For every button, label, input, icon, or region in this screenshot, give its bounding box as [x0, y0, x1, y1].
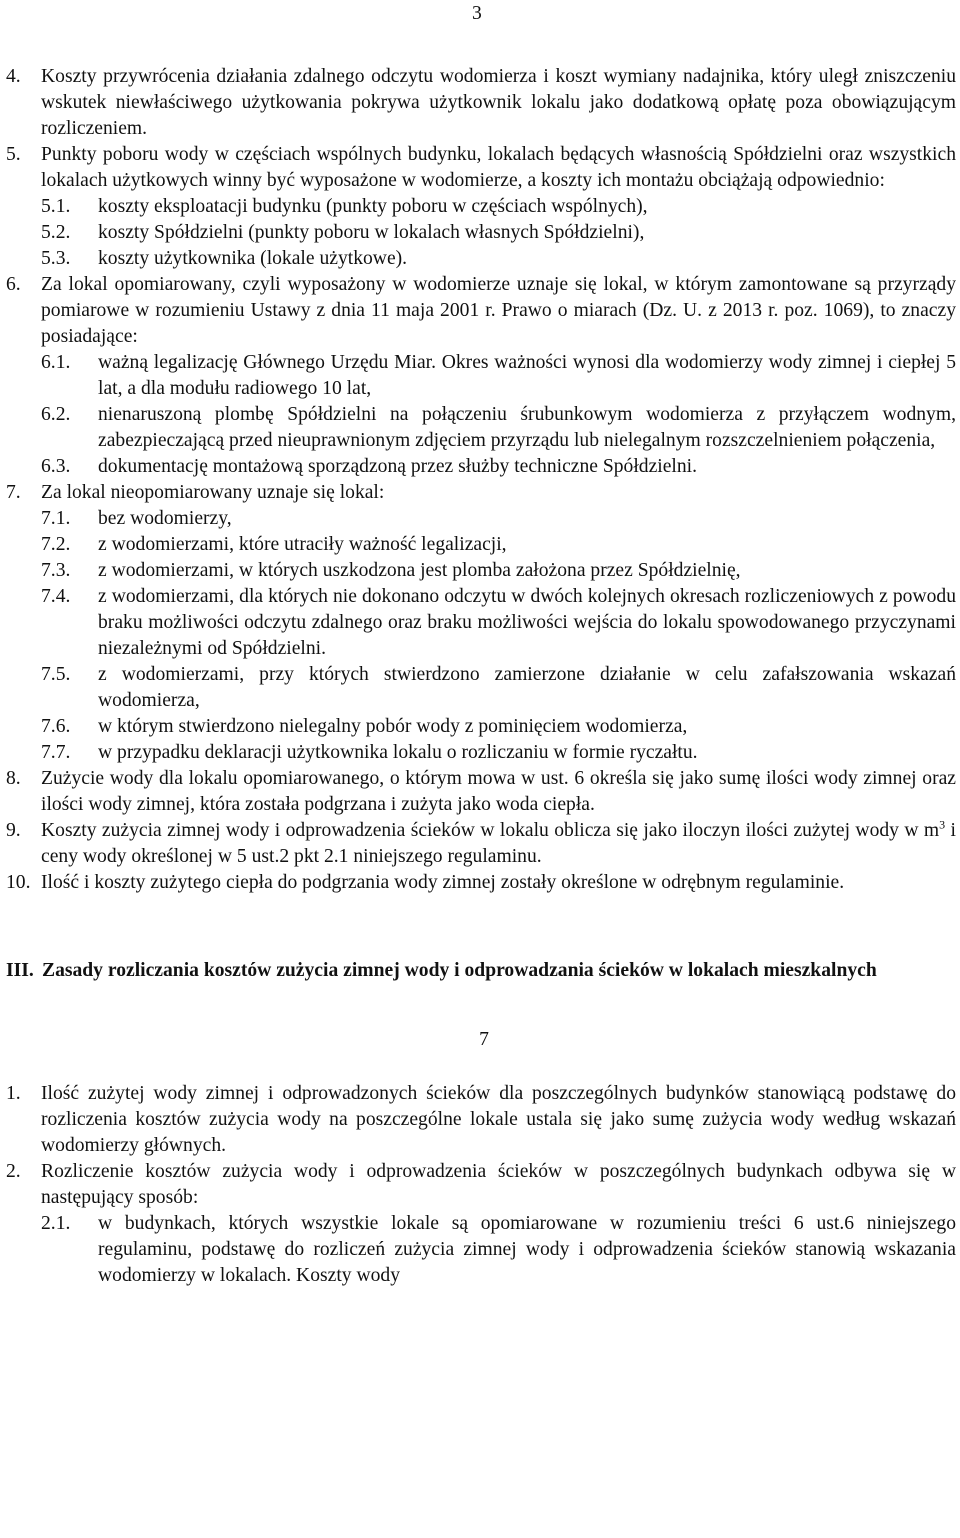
list-item	[6, 1159, 956, 1211]
item-number: 9.	[6, 820, 21, 841]
item-text: Punkty poboru wody w częściach wspólnych budynku, lokalach będących własnością Spółdzielni oraz wszystkich lokalach użytkowych winny być wyposażone w wodomierze, a koszty ich montażu obciążają odpowiednio:	[41, 144, 956, 191]
sub-item	[41, 532, 956, 558]
sub-item-text: koszty Spółdzielni (punkty poboru w lokalach własnych Spółdzielni),	[98, 222, 645, 243]
sub-item-text: z wodomierzami, dla których nie dokonano odczytu w dwóch kolejnych okresach rozliczeniowych z powodu braku możliwości odczytu zdalnego oraz braku możliwości wejścia do lokalu spowodowanego przyczynami niezależnymi od Spółdzielni.	[98, 586, 956, 659]
item-number: 5.	[6, 144, 21, 165]
item-text: Ilość zużytej wody zimnej i odprowadzonych ścieków dla poszczególnych budynków stanowiącą podstawę do rozliczenia kosztów zużycia wody na poszczególne lokale ustala się jako sumę zużycia wody według wskazań wodomierzy głównych.	[41, 1083, 956, 1156]
sub-item-number: 7.1.	[41, 508, 71, 529]
item-text: Koszty przywrócenia działania zdalnego odczytu wodomierza i koszt wymiany nadajnika, który uległ zniszczeniu wskutek niewłaściwego użytkowania pokrywa użytkownik lokalu jako dodatkową opłatę poza obowiązującym rozliczeniem.	[41, 66, 956, 139]
sub-item	[41, 584, 956, 662]
sub-item-text: ważną legalizację Głównego Urzędu Miar. Okres ważności wynosi dla wodomierzy wody zimnej i ciepłej 5 lat, a dla modułu radiowego 10 lat,	[98, 352, 956, 399]
item-text-part: i ceny wody określonej w 5 ust.2 pkt 2.1 niniejszego regulaminu.	[41, 820, 957, 867]
page-number: 3	[472, 3, 482, 24]
sub-item-number: 5.1.	[41, 196, 71, 217]
item-text: Rozliczenie kosztów zużycia wody i odprowadzenia ścieków w poszczególnych budynkach odbywa się w następujący sposób:	[41, 1161, 956, 1208]
sub-item	[41, 454, 956, 480]
sub-item	[41, 194, 956, 220]
sub-item-number: 5.2.	[41, 222, 71, 243]
sub-item	[41, 558, 956, 584]
list-item	[6, 1081, 956, 1159]
item-number: 2.	[6, 1161, 21, 1182]
list-item	[6, 818, 956, 870]
section-title: Zasady rozliczania kosztów zużycia zimnej wody i odprowadzania ścieków w lokalach mieszkalnych	[42, 960, 877, 981]
sub-item-text: koszty użytkownika (lokale użytkowe).	[98, 248, 408, 269]
item-number: 4.	[6, 66, 21, 87]
item-text: Za lokal nieopomiarowany uznaje się lokal:	[41, 482, 385, 503]
sub-item-text: w budynkach, których wszystkie lokale są opomiarowane w rozumieniu treści 6 ust.6 niniejszego regulaminu, podstawę do rozliczeń zużycia zimnej wody i odprowadzenia ścieków stanowią wskazania wodomierzy w lokalach. Koszty wody	[98, 1213, 956, 1286]
item-text	[41, 818, 956, 870]
list-item	[6, 142, 956, 194]
sub-item-number: 2.1.	[41, 1213, 71, 1234]
document-body	[6, 64, 956, 1289]
list-item	[6, 64, 956, 142]
item-number: 1.	[6, 1083, 21, 1104]
item-number: 6.	[6, 274, 21, 295]
item-text: Za lokal opomiarowany, czyli wyposażony w wodomierze uznaje się lokal, w którym zamontowane są przyrządy pomiarowe w rozumieniu Ustawy z dnia 11 maja 2001 r. Prawo o miarach (Dz. U. z 2013 r. poz. 1069), to znaczy posiadające:	[41, 274, 956, 347]
sub-item-number: 6.2.	[41, 404, 71, 425]
section-number: III.	[6, 960, 34, 981]
sub-item	[41, 246, 956, 272]
sub-item	[41, 740, 956, 766]
sub-item	[41, 350, 956, 402]
sub-item-text: z wodomierzami, przy których stwierdzono zamierzone działanie w celu zafałszowania wskazań wodomierza,	[98, 664, 956, 711]
item-number: 8.	[6, 768, 21, 789]
sub-item-number: 7.2.	[41, 534, 71, 555]
sub-item	[41, 714, 956, 740]
list-item	[6, 272, 956, 350]
sub-item	[41, 220, 956, 246]
sub-item-number: 5.3.	[41, 248, 71, 269]
sub-item-text: w którym stwierdzono nielegalny pobór wody z pominięciem wodomierza,	[98, 716, 688, 737]
sub-item	[41, 402, 956, 454]
sub-item-number: 7.3.	[41, 560, 71, 581]
list-item	[6, 870, 956, 896]
item-text-part: Koszty zużycia zimnej wody i odprowadzenia ścieków w lokalu oblicza się jako iloczyn ilości zużytej wody w m	[41, 820, 940, 841]
section-heading	[6, 958, 956, 984]
sub-item	[41, 1211, 956, 1289]
sub-item-text: koszty eksploatacji budynku (punkty poboru w częściach wspólnych),	[98, 196, 648, 217]
sub-item-text: z wodomierzami, które utraciły ważność legalizacji,	[98, 534, 507, 555]
sub-item-text: nienaruszoną plombę Spółdzielni na połączeniu śrubunkowym wodomierza z przyłączem wodnym, zabezpieczającą przed nieuprawnionym zdjęciem przyrządu lub nielegalnym rozszczelnieniem połączenia,	[98, 404, 956, 451]
sub-item-text: z wodomierzami, w których uszkodzona jest plomba założona przez Spółdzielnię,	[98, 560, 741, 581]
list-item	[6, 766, 956, 818]
sub-item	[41, 506, 956, 532]
sub-item-text: w przypadku deklaracji użytkownika lokalu o rozliczaniu w formie ryczałtu.	[98, 742, 698, 763]
sub-item-number: 6.1.	[41, 352, 71, 373]
sub-item-number: 7.6.	[41, 716, 71, 737]
item-text: Ilość i koszty zużytego ciepła do podgrzania wody zimnej zostały określone w odrębnym regulaminie.	[41, 872, 845, 893]
item-text: Zużycie wody dla lokalu opomiarowanego, o którym mowa w ust. 6 określa się jako sumę ilości wody zimnej oraz ilości wody zimnej, która została podgrzana i zużyta jako woda ciepła.	[41, 768, 956, 815]
sub-item-number: 7.4.	[41, 586, 71, 607]
sub-item-text: dokumentację montażową sporządzoną przez służby techniczne Spółdzielni.	[98, 456, 698, 477]
item-number: 10.	[6, 872, 31, 893]
sub-item-number: 6.3.	[41, 456, 71, 477]
superscript: 3	[939, 817, 946, 832]
paragraph-number: 7	[479, 1029, 489, 1050]
paragraph-marker	[6, 1027, 956, 1053]
list-item	[6, 480, 956, 506]
item-number: 7.	[6, 482, 21, 503]
sub-item-number: 7.5.	[41, 664, 71, 685]
sub-item	[41, 662, 956, 714]
sub-item-text: bez wodomierzy,	[98, 508, 232, 529]
sub-item-number: 7.7.	[41, 742, 71, 763]
